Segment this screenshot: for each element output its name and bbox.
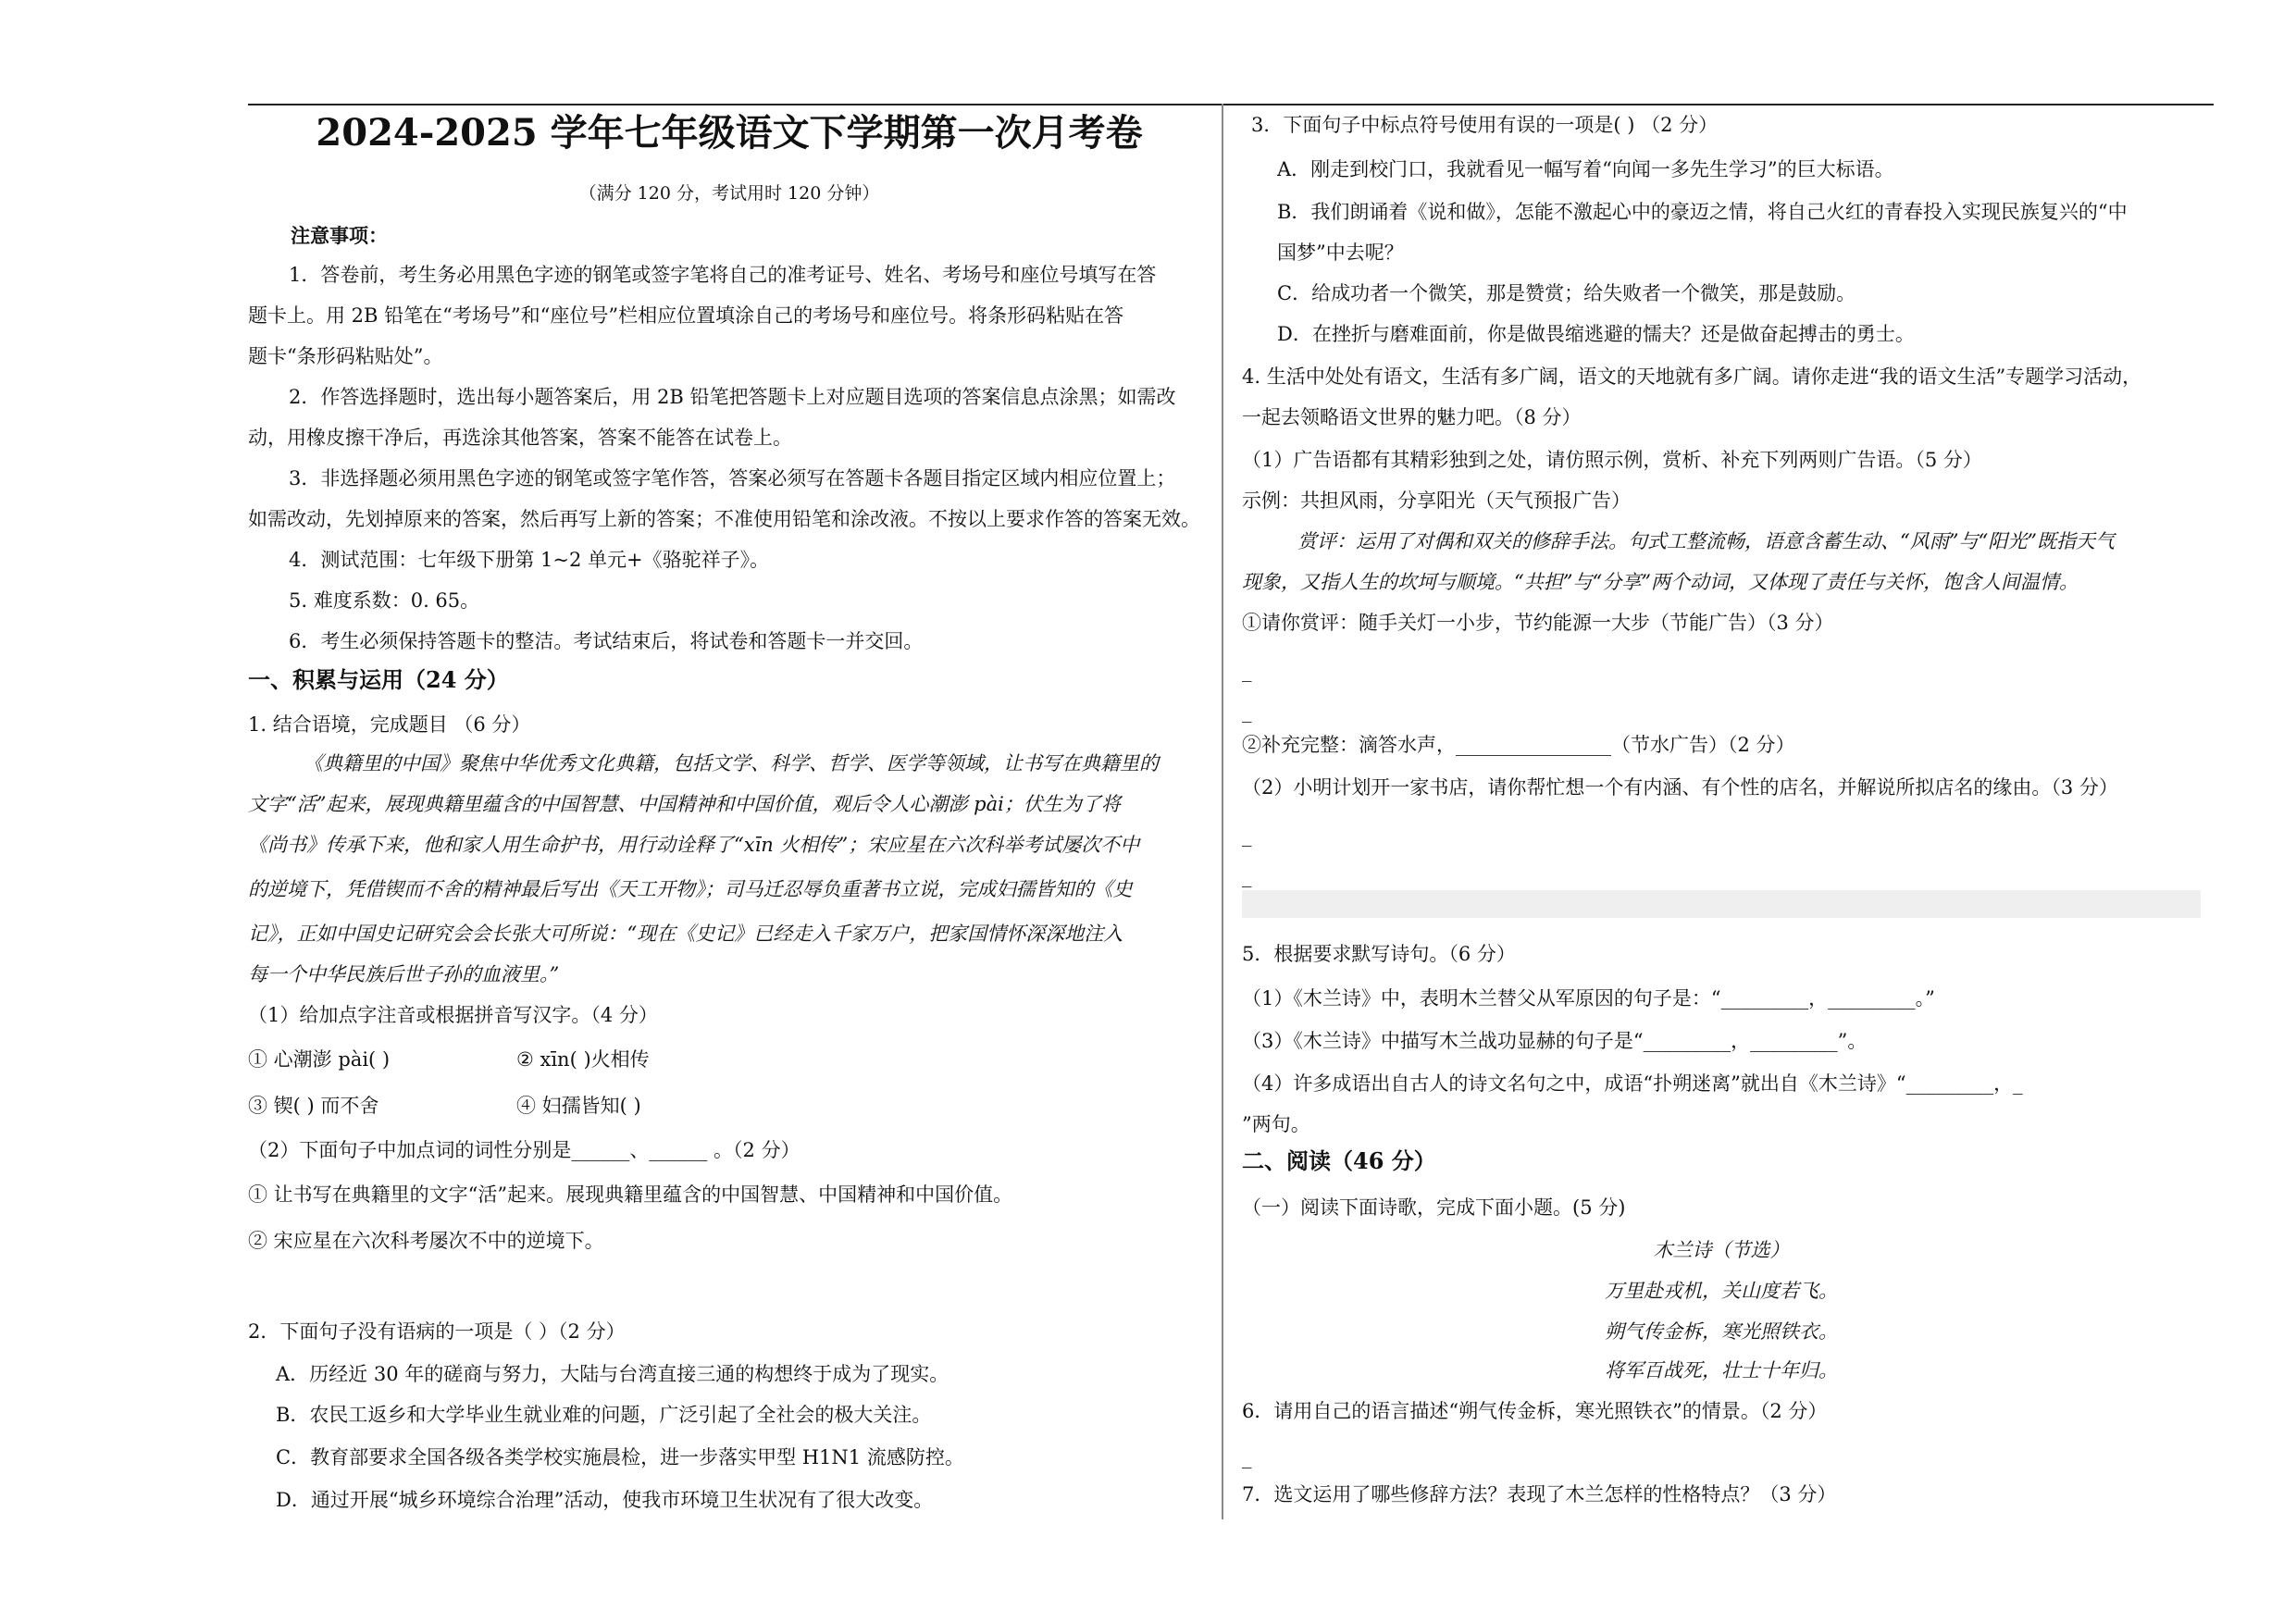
section2-heading: 二、阅读（46 分） xyxy=(1242,1147,1436,1174)
q1-passage: 文字“活”起来，展现典籍里蕴含的中国智慧、中国精神和中国价值，观后令人心潮澎 pài；伏生为了将 xyxy=(248,793,1121,815)
q3-option: A．刚走到校门口，我就看见一幅写着“向闻一多先生学习”的巨大标语。 xyxy=(1277,158,1894,180)
poem-title: 木兰诗（节选） xyxy=(1653,1239,1790,1261)
q2-option: D．通过开展“城乡环境综合治理”活动，使我市环境卫生状况有了很大改变。 xyxy=(276,1489,934,1511)
reading-part1: （一）阅读下面诗歌，完成下面小题。(5 分) xyxy=(1242,1196,1626,1219)
q6-stem: 6．请用自己的语言描述“朔气传金柝，寒光照铁衣”的情景。（2 分） xyxy=(1242,1400,1828,1422)
q3-option: C．给成功者一个微笑，那是赞赏；给失败者一个微笑，那是鼓励。 xyxy=(1277,282,1856,304)
q1-item: ④ 妇孺皆知( ) xyxy=(516,1095,641,1117)
notice-line: 5. 难度系数：0. 65。 xyxy=(289,589,480,612)
q4-stem: 4. 生活中处处有语文，生活有多广阔，语文的天地就有多广阔。请你走进“我的语文生活”专题学习活动， xyxy=(1242,365,2142,388)
q5-item: （4）许多成语出自古人的诗文名句之中，成语“扑朔迷离”就出自《木兰诗》“_________，_ xyxy=(1242,1072,2023,1095)
notice-line: 题卡上。用 2B 铅笔在“考场号”和“座位号”栏相应位置填涂自己的考场号和座位号。将条形码粘贴在答 xyxy=(248,304,1124,327)
answer-blank: _ xyxy=(1242,865,1252,887)
answer-blank: _ xyxy=(1242,824,1252,847)
q2-option: A．历经近 30 年的磋商与努力，大陆与台湾直接三通的构想终于成为了现实。 xyxy=(276,1363,949,1385)
q1-passage: 记》，正如中国史记研究会会长张大可所说：“现在《史记》已经走入千家万户，把家国情怀深深地注入 xyxy=(248,923,1123,945)
q3-option: 国梦”中去呢？ xyxy=(1277,242,1404,264)
q4-item1: ①请你赏评：随手关灯一小步，节约能源一大步（节能广告）（3 分） xyxy=(1242,612,1834,634)
notice-line: 3．非选择题必须用黑色字迹的钢笔或签字笔作答，答案必须写在答题卡各题目指定区域内相应位置上； xyxy=(289,467,1176,489)
q1-item: ① 心潮澎 pài( ) xyxy=(248,1048,391,1071)
page-title: 2024-2025 学年七年级语文下学期第一次月考卷 xyxy=(316,111,1143,155)
q3-option: B．我们朗诵着《说和做》，怎能不激起心中的豪迈之情，将自己火红的青春投入实现民族复兴的“中 xyxy=(1277,201,2128,223)
q4-sub1: （1）广告语都有其精彩独到之处，请仿照示例，赏析、补充下列两则广告语。（5 分） xyxy=(1242,449,1982,471)
q2-option: B．农民工返乡和大学毕业生就业难的问题，广泛引起了全社会的极大关注。 xyxy=(276,1404,932,1426)
page-subtitle: （满分 120 分，考试用时 120 分钟） xyxy=(578,183,880,204)
notice-line: 2．作答选择题时，选出每小题答案后，用 2B 铅笔把答题卡上对应题目选项的答案信息点涂黑；如需改 xyxy=(289,386,1176,408)
column-divider xyxy=(1222,104,1223,1519)
q3-option: D．在挫折与磨难面前，你是做畏缩逃避的懦夫？还是做奋起搏击的勇士。 xyxy=(1277,323,1915,345)
q5-item: （3）《木兰诗》中描写木兰战功显赫的句子是“_________，_________”。 xyxy=(1242,1030,1868,1052)
q1-item: ② xīn( )火相传 xyxy=(516,1048,650,1071)
notice-line: 题卡“条形码粘贴处”。 xyxy=(248,345,443,367)
poem-line: 朔气传金柝，寒光照铁衣。 xyxy=(1605,1320,1838,1343)
q1-sub2-item: ① 让书写在典籍里的文字“活”起来。展现典籍里蕴含的中国智慧、中国精神和中国价值。 xyxy=(248,1183,1013,1206)
poem-line: 将军百战死，壮士十年归。 xyxy=(1605,1359,1838,1381)
q5-stem: 5．根据要求默写诗句。（6 分） xyxy=(1242,943,1516,965)
q4-sub2: （2）小明计划开一家书店，请你帮忙想一个有内涵、有个性的店名，并解说所拟店名的缘由。（3 分） xyxy=(1242,776,2118,799)
notice-heading: 注意事项： xyxy=(291,224,388,247)
q7-stem: 7．选文运用了哪些修辞方法？表现了木兰怎样的性格特点？（3 分） xyxy=(1242,1483,1837,1505)
q5-item: ”两句。 xyxy=(1242,1113,1310,1135)
q4-comment: 现象，又指人生的坎坷与顺境。“共担”与“分享”两个动词，又体现了责任与关怀，饱含人间温情。 xyxy=(1242,571,2079,593)
q4-stem: 一起去领略语文世界的魅力吧。（8 分） xyxy=(1242,406,1582,428)
poem-line: 万里赴戎机，关山度若飞。 xyxy=(1605,1280,1838,1302)
notice-line: 如需改动，先划掉原来的答案，然后再写上新的答案；不准使用铅笔和涂改液。不按以上要求作答的答案无效。 xyxy=(248,508,1200,530)
notice-line: 1．答卷前，考生务必用黑色字迹的钢笔或签字笔将自己的准考证号、姓名、考场号和座位号填写在答 xyxy=(289,264,1157,286)
q5-item: （1）《木兰诗》中，表明木兰替父从军原因的句子是：“_________，_________。” xyxy=(1242,987,1935,1010)
q4-example: 示例：共担风雨，分享阳光（天气预报广告） xyxy=(1242,489,1631,512)
notice-line: 4．测试范围：七年级下册第 1~2 单元+《骆驼祥子》。 xyxy=(289,549,770,571)
q1-passage: 《尚书》传承下来，他和家人用生命护书，用行动诠释了“xīn 火相传”；宋应星在六次科举考试屡次不中 xyxy=(248,834,1140,856)
q1-passage: 的逆境下，凭借锲而不舍的精神最后写出《天工开物》；司马迁忍辱负重著书立说，完成妇孺皆知的《史 xyxy=(248,878,1133,900)
q1-passage: 每一个中华民族后世子孙的血液里。” xyxy=(248,963,560,985)
q1-sub2: （2）下面句子中加点词的词性分别是______、______ 。（2 分） xyxy=(248,1139,800,1161)
q3-stem: 3．下面句子中标点符号使用有误的一项是( ) （2 分） xyxy=(1251,114,1719,136)
q1-sub2-item: ② 宋应星在六次科考屡次不中的逆境下。 xyxy=(248,1230,604,1252)
notice-line: 6．考生必须保持答题卡的整洁。考试结束后，将试卷和答题卡一并交回。 xyxy=(289,630,924,652)
q1-sub1: （1）给加点字注音或根据拼音写汉字。（4 分） xyxy=(248,1004,658,1026)
answer-blank: _ xyxy=(1242,1446,1252,1468)
q4-item2: ②补充完整：滴答水声，________________（节水广告）（2 分） xyxy=(1242,734,1795,756)
section1-heading: 一、积累与运用（24 分） xyxy=(248,666,509,693)
notice-line: 动，用橡皮擦干净后，再选涂其他答案，答案不能答在试卷上。 xyxy=(248,427,792,449)
q2-option: C．教育部要求全国各级各类学校实施晨检，进一步落实甲型 H1N1 流感防控。 xyxy=(276,1446,964,1468)
answer-blank: _ xyxy=(1242,660,1252,682)
q1-stem: 1. 结合语境，完成题目 （6 分） xyxy=(248,713,531,736)
q2-stem: 2．下面句子没有语病的一项是（ ）（2 分） xyxy=(248,1320,626,1343)
top-rule xyxy=(248,104,2214,105)
answer-blank: _ xyxy=(1242,700,1252,723)
answer-band xyxy=(1242,890,2201,918)
q4-comment: 赏评：运用了对偶和双关的修辞手法。句式工整流畅，语意含蓄生动、“风雨”与“阳光”既指天气 xyxy=(1297,530,2115,552)
q1-item: ③ 锲( ) 而不舍 xyxy=(248,1095,379,1117)
q1-passage: 《典籍里的中国》聚焦中华优秀文化典籍，包括文学、科学、哲学、医学等领域，让书写在典籍里的 xyxy=(304,752,1159,774)
